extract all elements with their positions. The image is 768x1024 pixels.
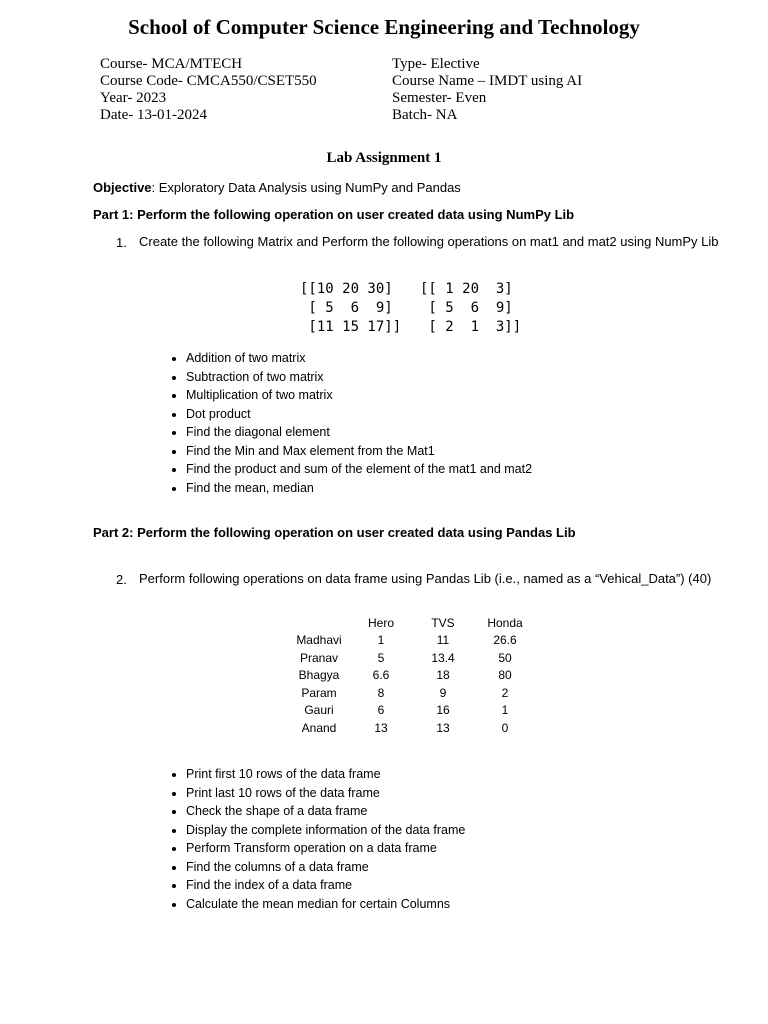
list-item: • Calculate the mean median for certain Columns [186, 895, 465, 914]
table-cell: 18 [436, 668, 450, 683]
list-item: • Find the Min and Max element from the Mat1 [186, 442, 532, 461]
list-item: • Display the complete information of the data frame [186, 821, 465, 840]
matrix-mat2: [[ 1 20 3] [ 5 6 9] [ 2 1 3]] [420, 281, 522, 335]
list-item: • Print last 10 rows of the data frame [186, 784, 465, 803]
table-row [283, 702, 531, 720]
question-1-text: Create the following Matrix and Perform the following operations on mat1 and mat2 using NumPy Lib [139, 234, 719, 249]
table-cell: 11 [436, 633, 450, 648]
row-label: Madhavi [296, 633, 342, 648]
list-item: • Perform Transform operation on a data frame [186, 839, 465, 858]
lab-assignment-title: Lab Assignment 1 [326, 150, 442, 166]
table-row [283, 684, 531, 702]
table-cell: 8 [377, 685, 385, 700]
table-row [283, 719, 531, 737]
row-label: Anand [301, 720, 337, 735]
row-label: Pranav [299, 650, 339, 665]
column-header: Honda [487, 615, 523, 630]
list-item: • Addition of two matrix [186, 349, 532, 368]
table-cell: 9 [439, 685, 447, 700]
column-header: TVS [431, 615, 455, 630]
objective-line [93, 180, 461, 195]
table-cell: 1 [501, 703, 509, 718]
table-cell: 2 [501, 685, 509, 700]
matrix-mat1: [[10 20 30] [ 5 6 9] [11 15 17]] [300, 281, 402, 335]
pandas-task-list [162, 765, 465, 913]
table-cell: 26.6 [493, 633, 517, 648]
school-title: School of Computer Science Engineering and Technology [128, 15, 640, 39]
table-cell: 80 [498, 668, 512, 683]
column-header [283, 614, 355, 632]
list-item: • Find the columns of a data frame [186, 858, 465, 877]
part2-heading: Part 2: Perform the following operation on user created data using Pandas Lib [93, 525, 576, 540]
list-item: • Check the shape of a data frame [186, 802, 465, 821]
course-line: Course- MCA/MTECH [100, 56, 243, 72]
table-cell: 13 [374, 720, 388, 735]
objective-label: Objective [93, 180, 152, 195]
question-1-number: 1. [116, 235, 127, 250]
table-cell: 0 [501, 720, 509, 735]
row-label: Param [301, 685, 337, 700]
batch-line: Batch- NA [392, 107, 458, 123]
table-cell: 6.6 [372, 668, 390, 683]
table-header-row [283, 614, 531, 632]
semester-line: Semester- Even [392, 90, 487, 106]
table-cell: 16 [436, 703, 450, 718]
column-header: Hero [367, 615, 394, 630]
list-item: • Print first 10 rows of the data frame [186, 765, 465, 784]
vehicle-data-table [283, 614, 531, 737]
table-cell: 50 [498, 650, 512, 665]
list-item: • Subtraction of two matrix [186, 368, 532, 387]
question-2-number: 2. [116, 572, 127, 587]
date-line: Date- 13-01-2024 [100, 107, 208, 123]
objective-text: : Exploratory Data Analysis using NumPy and Pandas [151, 180, 461, 195]
list-item: • Find the index of a data frame [186, 876, 465, 895]
year-line: Year- 2023 [100, 90, 167, 106]
row-label: Bhagya [298, 668, 340, 683]
part1-heading: Part 1: Perform the following operation on user created data using NumPy Lib [93, 207, 575, 222]
numpy-task-list [162, 349, 532, 497]
table-cell: 1 [377, 633, 385, 648]
list-item: • Find the diagonal element [186, 423, 532, 442]
table-cell: 13.4 [431, 650, 455, 665]
course-name-line: Course Name – IMDT using AI [392, 73, 583, 89]
list-item: • Find the product and sum of the element of the mat1 and mat2 [186, 460, 532, 479]
table-cell: 6 [377, 703, 385, 718]
table-row [283, 632, 531, 650]
list-item: • Dot product [186, 405, 532, 424]
table-row [283, 649, 531, 667]
table-cell: 13 [436, 720, 450, 735]
course-code-line: Course Code- CMCA550/CSET550 [100, 73, 317, 89]
table-cell: 5 [377, 650, 385, 665]
row-label: Gauri [304, 703, 334, 718]
course-meta-right [392, 56, 582, 124]
question-2-text: Perform following operations on data frame using Pandas Lib (i.e., named as a “Vehical_Data”) (40) [139, 571, 712, 586]
course-meta-left [100, 56, 317, 124]
type-line: Type- Elective [392, 56, 480, 72]
list-item: • Multiplication of two matrix [186, 386, 532, 405]
list-item: • Find the mean, median [186, 479, 532, 498]
table-row [283, 667, 531, 685]
